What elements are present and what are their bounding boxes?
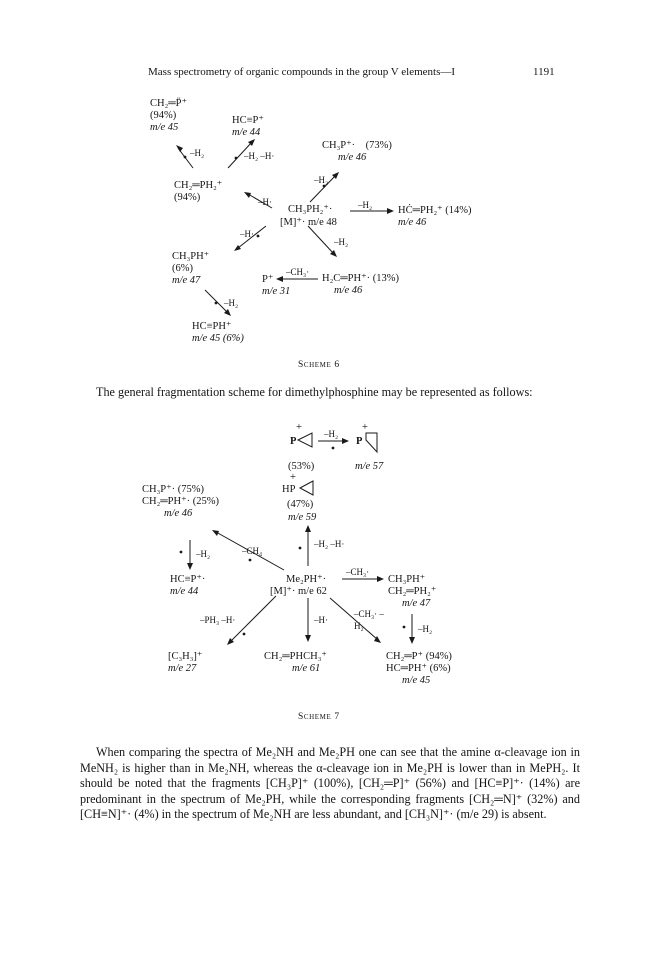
s6-label-h2-h-b: –H₂ –H· xyxy=(244,151,275,161)
s7-label-h2-ring: –H₂ xyxy=(324,429,339,439)
s6-label-h2-i: –H₂ xyxy=(224,298,239,308)
s7-label-ch3-h2: –CH₃· –H₂ xyxy=(354,609,384,631)
s7-label-ch4: –CH₄ xyxy=(242,546,263,556)
scheme-7-intro: The general fragmentation scheme for dimethylphosphine may be represented as follows: xyxy=(96,385,533,399)
s6-label-h2-a: –H₂ xyxy=(190,148,205,158)
s6-hcph: HC≡PH⁺ m/e 45 (6%) xyxy=(192,321,244,344)
s7-label-h2-r: –H₂ xyxy=(418,624,433,634)
s7-label-h2-l: –H₂ xyxy=(196,549,211,559)
scheme-6-caption: Scheme 6 xyxy=(298,360,340,370)
s7-hcp: HC≡P⁺· m/e 44 xyxy=(170,574,206,597)
s6-ch3ph: CH₃PH⁺ (6%) m/e 47 xyxy=(172,251,210,286)
s7-c3h3: [C₃H₃]⁺ m/e 27 xyxy=(168,651,203,674)
s7-hp-yield: (47%) xyxy=(287,499,314,510)
s6-ch2ph2: CH₂═PH₂⁺ (94%) xyxy=(174,180,223,203)
running-title: Mass spectrometry of organic compounds in the group V elements—I xyxy=(148,66,456,78)
s7-label-ph3-h: –PH₃ –H· xyxy=(200,615,236,625)
s7-label-h2-h-up: –H₂ –H· xyxy=(314,539,345,549)
s7-ring2-charge: + xyxy=(362,422,368,433)
s6-ch3p: CH₃P⁺· (73%) m/e 46 xyxy=(322,140,392,163)
s7-ring1-charge: + xyxy=(296,422,302,433)
s7-ring1-p: P xyxy=(290,436,297,447)
s7-hp-charge: + xyxy=(290,472,296,483)
s7-right: CH₃PH⁺ CH₂═PH₂⁺ m/e 47 xyxy=(388,574,437,609)
body-paragraph: When comparing the spectra of Me₂NH and Me₂PH one can see that the amine α-cleavage ion in MeNH₂ is higher than in Me₂NH, whereas the α-cleavage ion in Me₂PH is lower than in MePH₂. It should be noted that the fragments [CH₃P]⁺ (100%), [CH₂═P]⁺ (56%) and [HC≡P]⁺· (14%) are predominant in the spectrum of Me₂PH, while the corresponding fragments [CH₂═N]⁺ (32%) and [CH≡N]⁺· (4%) in the spectrum of Me₂NH are less abundant, and [CH₃N]⁺· (m/e 29) is absent. xyxy=(80,745,580,821)
s7-hp-mass: m/e 59 xyxy=(288,512,317,523)
s6-label-h-f: –H· xyxy=(240,229,254,239)
scheme-7-caption: Scheme 7 xyxy=(298,712,340,722)
s6-hcp: HC≡P⁺ m/e 44 xyxy=(232,115,264,138)
s7-hp: HP xyxy=(282,484,296,495)
s7-ch2phch3: CH₂═PHCH₃⁺ m/e 61 xyxy=(264,651,327,674)
s7-label-ch3-r: –CH₃· xyxy=(346,567,370,577)
s6-ch3ph2: CH₃PH₂⁺· xyxy=(288,204,333,215)
s6-p: P⁺ m/e 31 xyxy=(262,274,291,297)
s6-label-h2-e: –H₂ xyxy=(358,200,373,210)
s7-ring2-p: P xyxy=(356,436,363,447)
s6-molecular-ion: [M]⁺· m/e 48 xyxy=(280,217,337,228)
s6-hcph2: HĊ═PH₂⁺ (14%) m/e 46 xyxy=(398,205,472,228)
s7-ring1-yield: (53%) xyxy=(288,461,315,472)
s6-ch2p: CH₂═P̈⁺ (94%) m/e 45 xyxy=(150,98,188,133)
s7-bottom-right: CH₂═P⁺ (94%) HC═PH⁺ (6%) m/e 45 xyxy=(386,651,452,686)
s7-me2ph: Me₂PH⁺· [M]⁺· m/e 62 xyxy=(270,574,327,597)
s6-label-h-c: –H· xyxy=(258,197,272,207)
s7-ring2-mass: m/e 57 xyxy=(355,461,384,472)
s7-left: CH₃P⁺· (75%) CH₂═PH⁺· (25%) m/e 46 xyxy=(142,484,220,519)
s7-label-h-down: –H· xyxy=(314,615,328,625)
s6-label-h2-g: –H₂ xyxy=(334,237,349,247)
s6-label-ch3-h: –CH₃· xyxy=(286,267,310,277)
page-number: 1191 xyxy=(533,66,555,78)
s6-h2cph: H₂C═PH⁺· (13%) m/e 46 xyxy=(322,273,400,296)
s6-label-h2-d: –H₂ xyxy=(314,175,329,185)
